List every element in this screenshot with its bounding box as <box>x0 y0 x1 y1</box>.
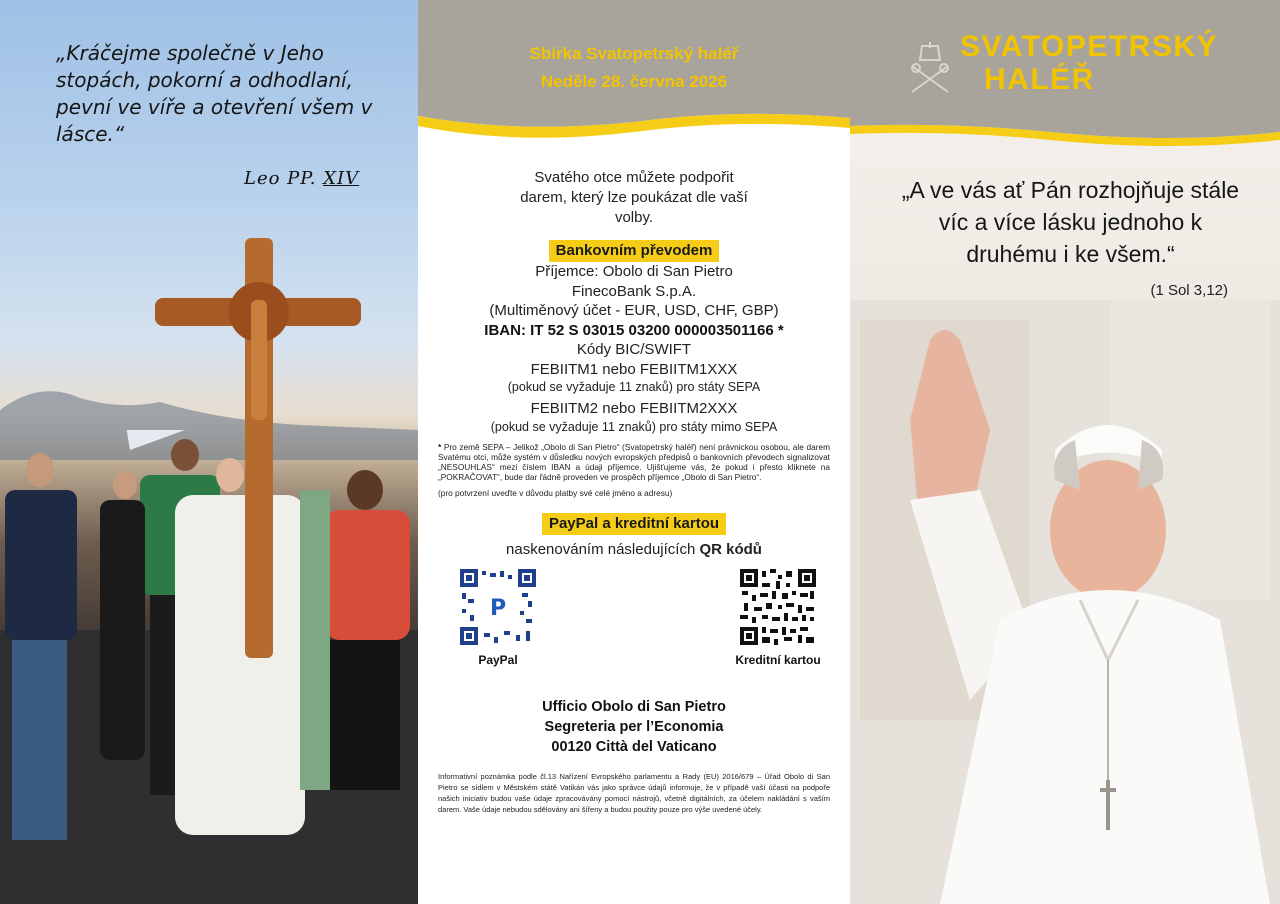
bank-name: FinecoBank S.p.A. <box>571 282 697 300</box>
credit-card-qr-code[interactable] <box>740 569 816 645</box>
bic-non-sepa: FEBIITM2 nebo FEBIITM2XXX <box>530 400 738 417</box>
right-panel <box>850 0 1280 904</box>
confirm-note: (pro potvrzení uveďte v důvodu platby své celé jméno a adresu) <box>438 487 673 498</box>
wooden-cross-image <box>155 238 361 658</box>
paypal-label: PayPal <box>478 652 518 667</box>
account-note: (Multiměnový účet - EUR, USD, CHF, GBP) <box>489 302 779 319</box>
sepa-star: * <box>438 441 442 452</box>
collection-title-line1: Sbírka Svatopetrský haléř <box>529 44 739 63</box>
papal-emblem-icon <box>908 42 952 96</box>
scan-text: naskenováním následujících <box>506 540 700 558</box>
scan-bold: QR kódů <box>699 540 762 558</box>
paypal-card-heading: PayPal a kreditní kartou <box>542 513 726 535</box>
sepa-note <box>438 442 830 483</box>
pope-signature <box>244 168 359 189</box>
office-line1: Ufficio Obolo di San Pietro <box>542 698 726 715</box>
iban-text: IBAN: IT 52 S 03015 03200 000003501166 * <box>484 321 784 339</box>
sepa-note-text: Pro země SEPA – Jelikož „Obolo di San Pietro“ (Svatopetrský haléř) není právnickou osobou, ale darem Svatému otci, může systém v důsledku nových evropských předpisů o bankovních převodech signalizovat „NESOUHLAS“ mezi číslem IBAN a údaji příjemce. Ujišťujeme vás, že pokud i přesto kliknete na „POKRAČOVAT“, bude dar řádně proveden ve prospěch příjemce „Obolo di San Pietro“. <box>438 441 830 483</box>
bank-transfer-heading: Bankovním převodem <box>549 240 720 262</box>
pope-photo <box>850 300 1280 904</box>
brand-title-line1: SVATOPETRSKÝ <box>960 30 1219 63</box>
middle-panel <box>418 0 850 904</box>
left-panel <box>0 0 418 904</box>
paypal-qr-code[interactable] <box>460 569 536 645</box>
bic-sepa: FEBIITM1 nebo FEBIITM1XXX <box>530 360 738 378</box>
right-quote: „A ve vás ať Pán rozhojňuje stále víc a více lásku jednoho k druhému i ke všem.“ <box>901 177 1240 267</box>
recipient-text: Příjemce: Obolo di San Pietro <box>535 263 733 280</box>
bic-label: Kódy BIC/SWIFT <box>576 341 692 358</box>
svg-text:P: P <box>489 595 507 621</box>
collection-date: Neděle 28. června 2026 <box>540 72 728 91</box>
donation-info <box>438 168 830 815</box>
bic-non-sepa-note: (pokud se vyžaduje 11 znaků) pro státy mimo SEPA <box>490 419 778 434</box>
collection-title <box>418 40 850 96</box>
brand-title <box>960 30 1218 96</box>
bible-reference: (1 Sol 3,12) <box>1150 282 1228 299</box>
bic-sepa-note: (pokud se vyžaduje 11 znaků) pro státy SEPA <box>507 380 761 394</box>
privacy-notice: Informativní poznámka podle čl.13 Nařízení Evropského parlamentu a Rady (EU) 2016/679 – Úřad Obolo di San Pietro se sídlem v Městském státě Vatikán vás jako správce údajů informuje, že v případě vaší účasti na podpoře našich iniciativ budou vaše údaje zpracovávány pomocí nástrojů, včetně digitálních, za účelem nakládání s vaším darem. Vaše údaje nebudou sdělovány ani šířeny a budou použity pouze pro výše uvedené účely. <box>438 771 830 814</box>
credit-card-label: Kreditní kartou <box>735 652 821 667</box>
left-quote: „Kráčejme společně v Jeho stopách, pokorní a odhodlaní, pevní ve víře a otevření všem v lásce.“ <box>56 41 373 146</box>
office-address <box>438 697 830 757</box>
office-line3: 00120 Città del Vaticano <box>551 738 717 755</box>
intro-text: Svatého otce můžete podpořit darem, který lze poukázat dle vaší volby. <box>520 169 748 226</box>
signature-number: XIV <box>323 168 360 189</box>
office-line2: Segreteria per l’Economia <box>544 718 724 735</box>
qr-codes <box>438 569 830 679</box>
signature-name: Leo PP. <box>244 168 317 189</box>
brand-title-line2: HALÉŘ <box>984 63 1095 96</box>
scan-instruction <box>438 539 830 561</box>
